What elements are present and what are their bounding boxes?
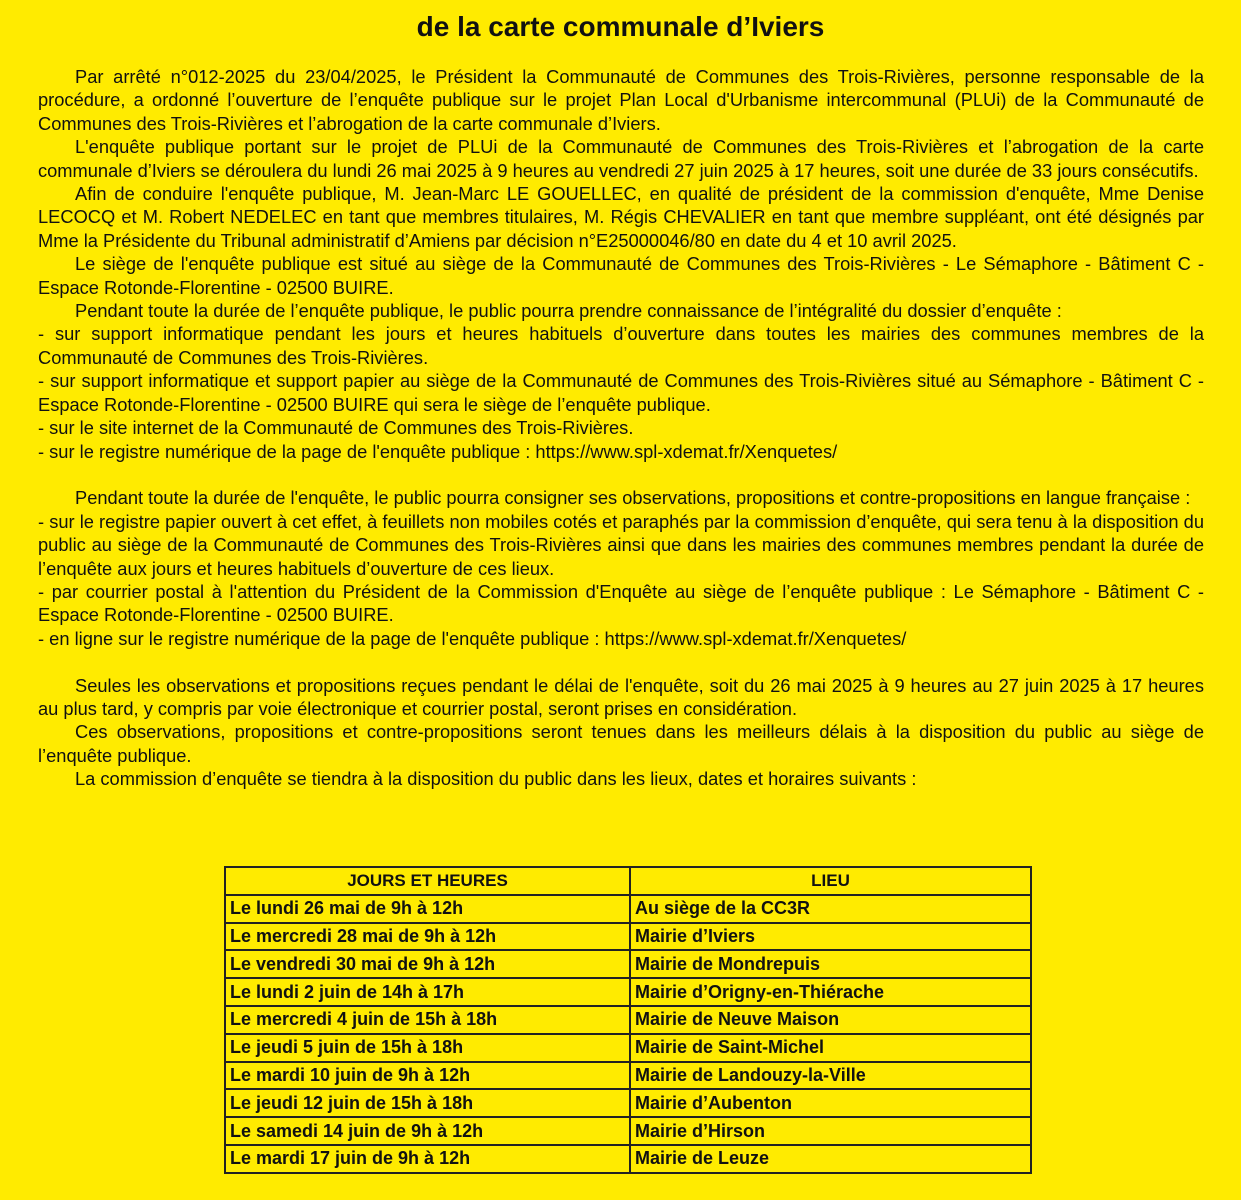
cell-when: Le lundi 2 juin de 14h à 17h [225,978,630,1006]
cell-when: Le lundi 26 mai de 9h à 12h [225,895,630,923]
paragraph-arrete: Par arrêté n°012-2025 du 23/04/2025, le Président la Communauté de Communes des Trois-Rivières, personne responsable de la procédure, a ordonné l’ouverture de l’enquête publique sur le projet Plan Local d'Urbanisme intercommunal (PLUi) de la Communauté de Communes des Trois-Rivières et l’abrogation de la carte communale d’Iviers. [38,66,1204,134]
cell-where: Mairie de Neuve Maison [630,1006,1031,1034]
paragraph-siege: Le siège de l'enquête publique est situé au siège de la Communauté de Communes des Trois-Rivières - Le Sémaphore - Bâtiment C - Espace Rotonde-Florentine - 02500 BUIRE. [38,253,1204,298]
cell-where: Mairie d’Aubenton [630,1089,1031,1117]
list-item-siege: - sur support informatique et support papier au siège de la Communauté de Communes des Trois-Rivières situé au Sémaphore - Bâtiment C - Espace Rotonde-Florentine - 02500 BUIRE qui sera le siège de l’enquête publique. [38,370,1204,415]
table-row [225,1145,1031,1173]
cell-where: Mairie de Saint-Michel [630,1034,1031,1062]
table-row [225,1006,1031,1034]
list-item-site-internet: - sur le site internet de la Communauté de Communes des Trois-Rivières. [38,417,634,439]
cell-when: Le mardi 17 juin de 9h à 12h [225,1145,630,1173]
spacer [38,650,1204,673]
cell-when: Le jeudi 12 juin de 15h à 18h [225,1089,630,1117]
permanences-table [224,866,1032,1174]
cell-where: Mairie d’Origny-en-Thiérache [630,978,1031,1006]
cell-when: Le mercredi 4 juin de 15h à 18h [225,1006,630,1034]
notice-body [38,65,1204,791]
paragraph-permanences: La commission d’enquête se tiendra à la disposition du public dans les lieux, dates et horaires suivants : [75,768,917,790]
list-item-registre-numerique: - sur le registre numérique de la page de l'enquête publique : https://www.spl-xdemat.fr/Xenquetes/ [38,440,838,462]
table-row [225,923,1031,951]
column-header-place: LIEU [630,867,1031,895]
paragraph-observations: Pendant toute la durée de l'enquête, le public pourra consigner ses observations, propositions et contre-propositions en langue française : [75,487,1191,509]
cell-when: Le jeudi 5 juin de 15h à 18h [225,1034,630,1062]
table-row [225,950,1031,978]
list-item-registre-papier: - sur le registre papier ouvert à cet effet, à feuillets non mobiles cotés et paraphés par la commission d’enquête, qui sera tenu à la disposition du public au siège de la Communauté de Communes des Trois-Rivières ainsi que dans les mairies des communes membres pendant la durée de l’enquête aux jours et heures habituels d’ouverture de ces lieux. [38,510,1204,579]
cell-where: Mairie de Landouzy-la-Ville [630,1062,1031,1090]
document-title: de la carte communale d’Iviers [416,11,825,42]
cell-where: Mairie de Leuze [630,1145,1031,1173]
paragraph-consultation: Pendant toute la durée de l’enquête publique, le public pourra prendre connaissance de l’intégralité du dossier d’enquête : [75,300,1062,322]
paragraph-delai: Seules les observations et propositions reçues pendant le délai de l'enquête, soit du 26 mai 2025 à 9 heures au 27 juin 2025 à 17 heures au plus tard, y compris par voie électronique et courrier postal, seront prises en considération. [38,674,1204,719]
table-row [225,1117,1031,1145]
paragraph-commission: Afin de conduire l'enquête publique, M. Jean-Marc LE GOUELLEC, en qualité de président de la commission d'enquête, Mme Denise LECOCQ et M. Robert NEDELEC en tant que membres titulaires, M. Régis CHEVALIER en tant que membre suppléant, ont été désignés par Mme la Présidente du Tribunal administratif d’Amiens par décision n°E25000046/80 en date du 4 et 10 avril 2025. [38,183,1204,251]
list-item-mairies: - sur support informatique pendant les jours et heures habituels d’ouverture dans toutes les mairies des communes membres de la Communauté de Communes des Trois-Rivières. [38,323,1204,368]
spacer [38,463,1204,486]
cell-when: Le mercredi 28 mai de 9h à 12h [225,923,630,951]
table-row [225,1089,1031,1117]
list-item-en-ligne: - en ligne sur le registre numérique de la page de l'enquête publique : https://www.spl-xdemat.fr/Xenquetes/ [38,627,907,649]
table-row [225,978,1031,1006]
table-row [225,895,1031,923]
cell-where: Mairie de Mondrepuis [630,950,1031,978]
cell-when: Le samedi 14 juin de 9h à 12h [225,1117,630,1145]
cell-where: Au siège de la CC3R [630,895,1031,923]
column-header-days: JOURS ET HEURES [225,867,630,895]
cell-when: Le mardi 10 juin de 9h à 12h [225,1062,630,1090]
table-row [225,1034,1031,1062]
cell-when: Le vendredi 30 mai de 9h à 12h [225,950,630,978]
paragraph-dates: L'enquête publique portant sur le projet de PLUi de la Communauté de Communes des Trois-Rivières et l’abrogation de la carte communale d’Iviers se déroulera du lundi 26 mai 2025 à 9 heures au vendredi 27 juin 2025 à 17 heures, soit une durée de 33 jours consécutifs. [38,136,1204,181]
table-row [225,1062,1031,1090]
table-header-row [225,867,1031,895]
cell-where: Mairie d’Hirson [630,1117,1031,1145]
paragraph-disposition: Ces observations, propositions et contre-propositions seront tenues dans les meilleurs délais à la disposition du public au siège de l’enquête publique. [38,721,1204,766]
cell-where: Mairie d’Iviers [630,923,1031,951]
list-item-courrier: - par courrier postal à l'attention du Président de la Commission d'Enquête au siège de l’enquête publique : Le Sémaphore - Bâtiment C - Espace Rotonde-Florentine - 02500 BUIRE. [38,580,1204,626]
